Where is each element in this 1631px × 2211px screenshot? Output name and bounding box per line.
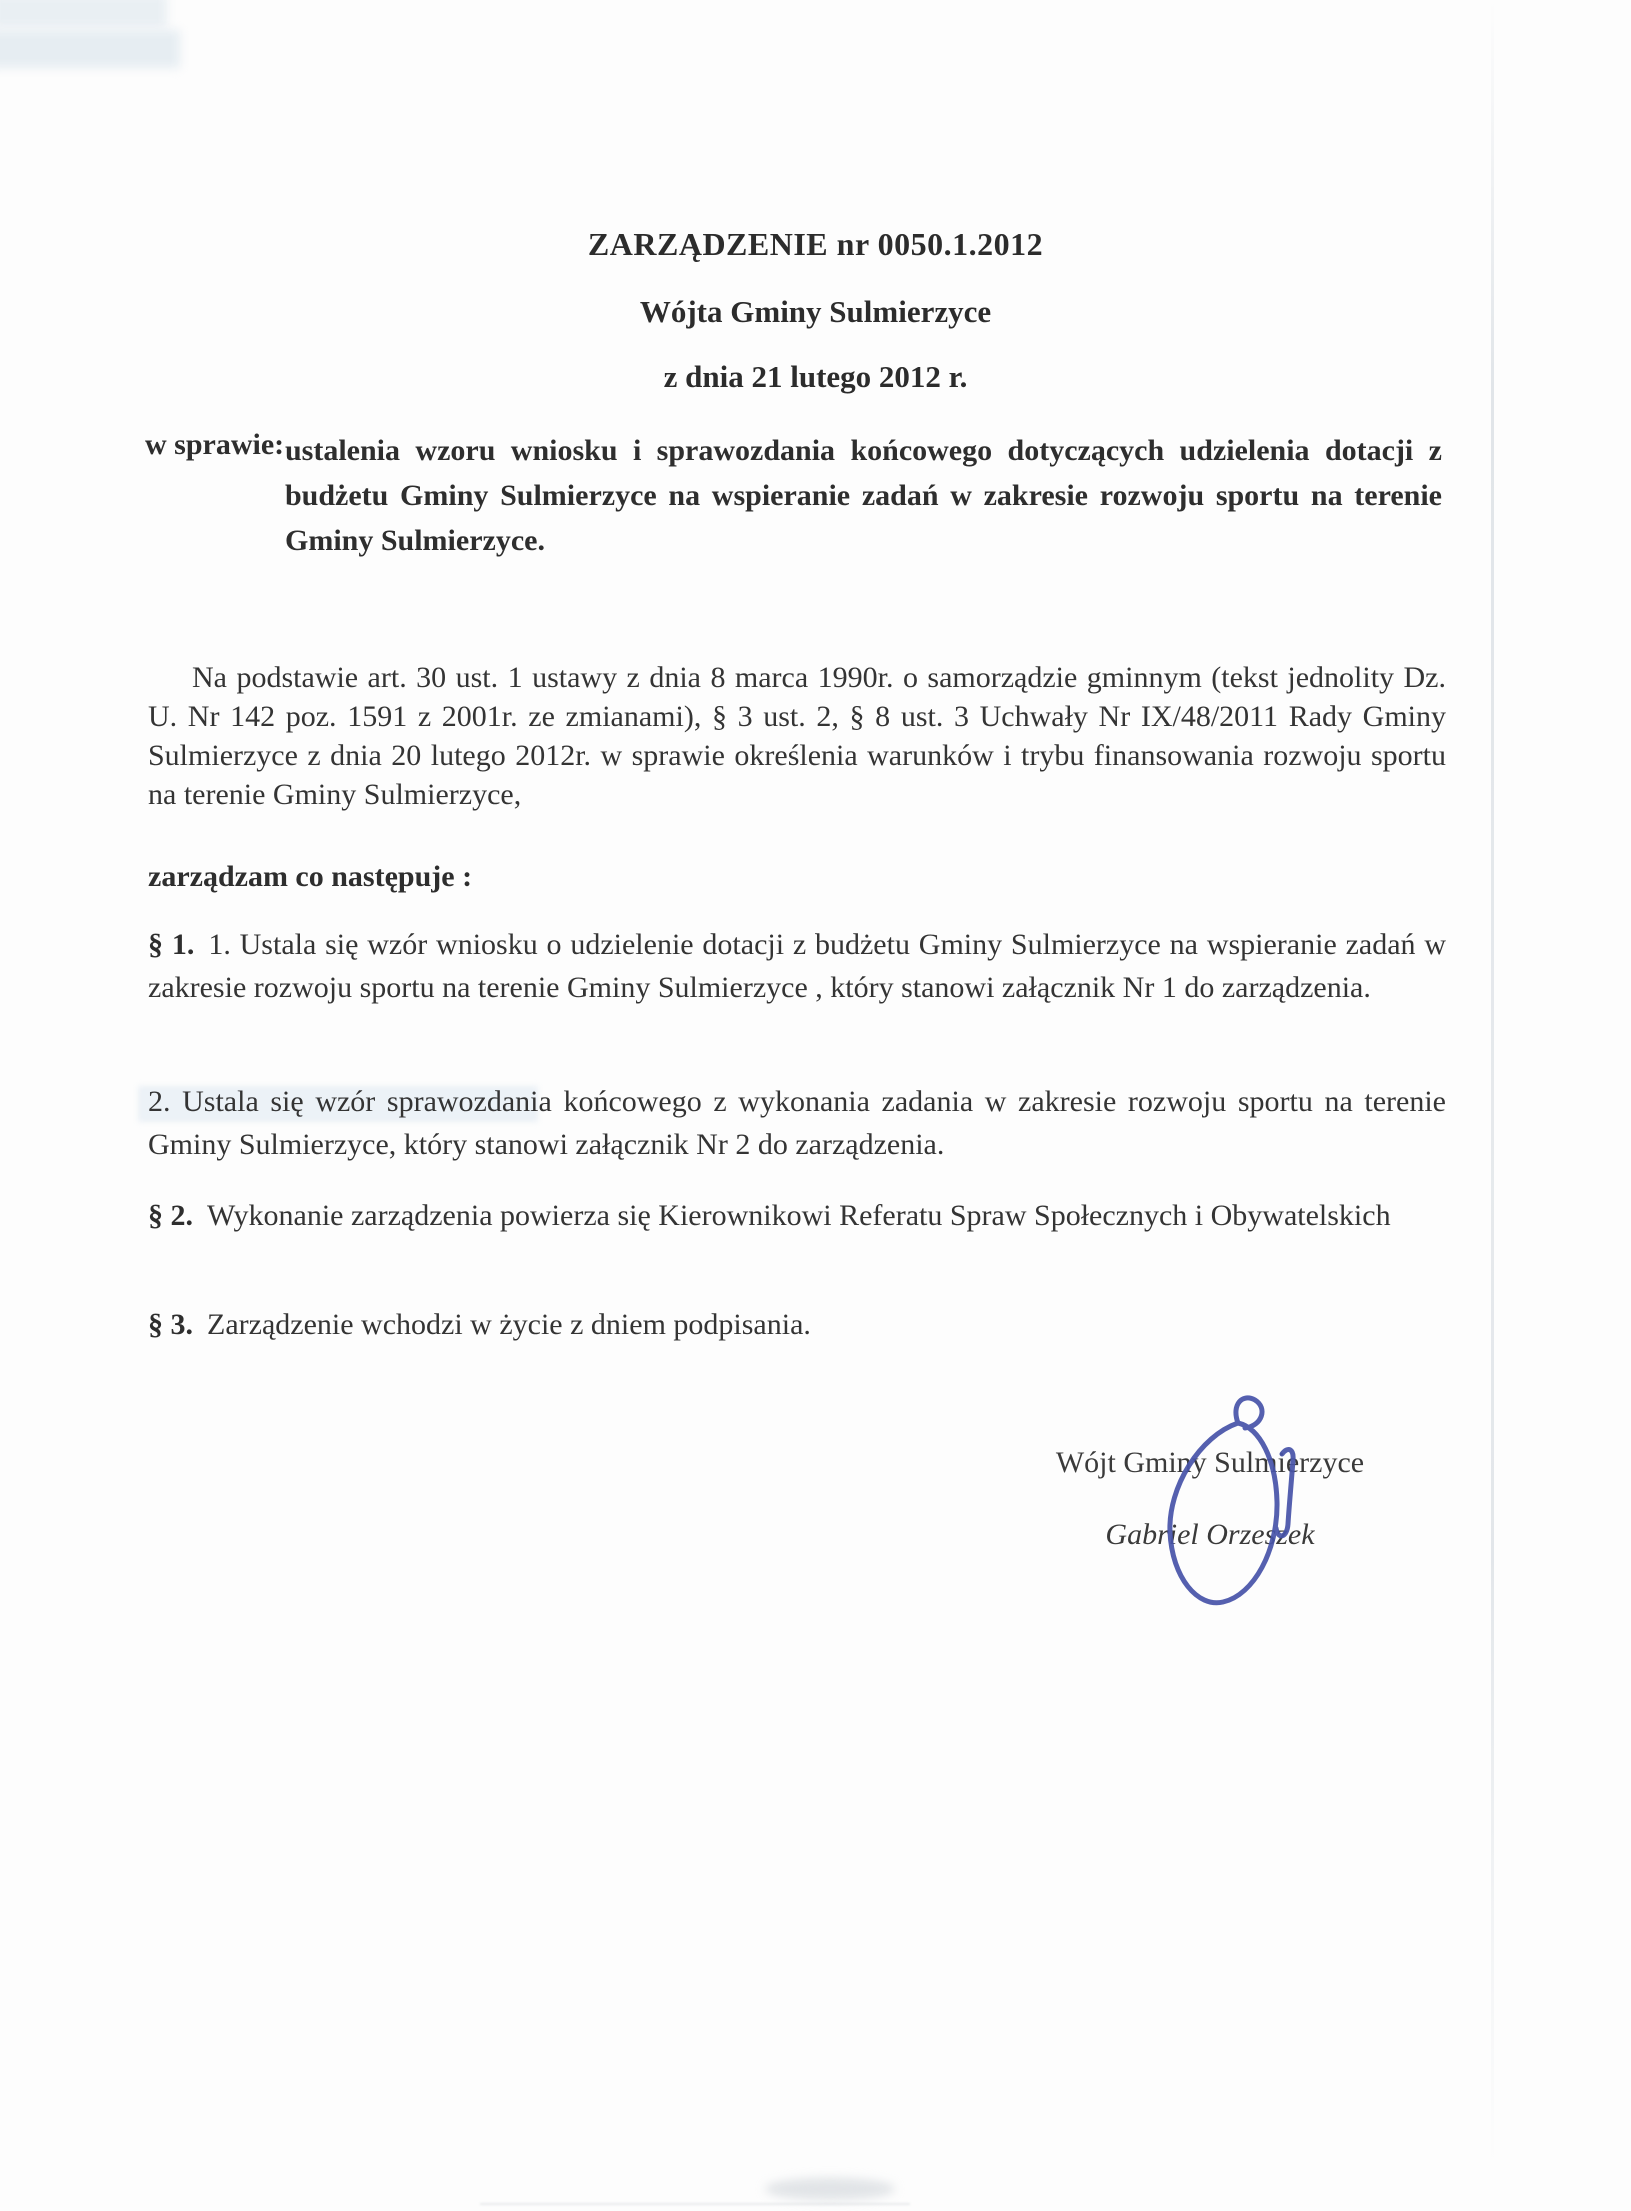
- section-marker: § 2.: [148, 1199, 193, 1232]
- section-marker: § 3.: [148, 1308, 193, 1341]
- section-text: 1. Ustala się wzór wniosku o udzielenie dotacji z budżetu Gminy Sulmierzyce na wspieranie zadań w zakresie rozwoju sportu na terenie Gminy Sulmierzyce , który stanowi załącznik Nr 1 do zarządzenia.: [148, 928, 1447, 1004]
- subject-label: w sprawie:: [145, 428, 285, 461]
- section-text: Wykonanie zarządzenia powierza się Kierownikowi Referatu Spraw Społecznych i Obywatelskich: [207, 1199, 1391, 1232]
- scan-artifact-smudge: [0, 0, 167, 28]
- document-issuer: Wójta Gminy Sulmierzyce: [639, 294, 992, 329]
- order-intro: zarządzam co następuje :: [148, 860, 473, 893]
- section-paragraph-4: [148, 1303, 1446, 1346]
- handwritten-signature: [1138, 1392, 1310, 1617]
- scan-artifact-smudge: [0, 30, 180, 68]
- subject-text: ustalenia wzoru wniosku i sprawozdania końcowego dotyczących udzielenia dotacji z budżetu Gminy Sulmierzyce na wspieranie zadań w zakresie rozwoju sportu na terenie Gminy Sulmierzyce.: [285, 434, 1442, 557]
- signature-title: Wójt Gminy Sulmierzyce: [1055, 1446, 1365, 1479]
- section-paragraph-2: [148, 1080, 1446, 1166]
- document-date: z dnia 21 lutego 2012 r.: [663, 359, 968, 394]
- section-text: Zarządzenie wchodzi w życie z dniem podpisania.: [207, 1308, 811, 1341]
- document-title: ZARZĄDZENIE nr 0050.1.2012: [587, 226, 1044, 262]
- section-paragraph-1: [148, 923, 1446, 1009]
- section-marker: § 1.: [148, 928, 195, 961]
- signature-name: Gabriel Orzeszek: [1105, 1518, 1315, 1551]
- legal-basis-paragraph: Na podstawie art. 30 ust. 1 ustawy z dnia 8 marca 1990r. o samorządzie gminnym (tekst jednolity Dz. U. Nr 142 poz. 1591 z 2001r. ze zmianami), § 3 ust. 2, § 8 ust. 3 Uchwały Nr IX/48/2011 Rady Gminy Sulmierzyce z dnia 20 lutego 2012r. w sprawie określenia warunków i trybu finansowania rozwoju sportu na terenie Gminy Sulmierzyce,: [148, 661, 1446, 811]
- section-paragraph-3: [148, 1194, 1446, 1237]
- scan-artifact-line: [480, 2203, 910, 2205]
- scan-artifact-mark: [765, 2178, 895, 2200]
- section-text: 2. Ustala się wzór sprawozdania końcowego z wykonania zadania w zakresie rozwoju sportu na terenie Gminy Sulmierzyce, który stanowi załącznik Nr 2 do zarządzenia.: [148, 1085, 1446, 1161]
